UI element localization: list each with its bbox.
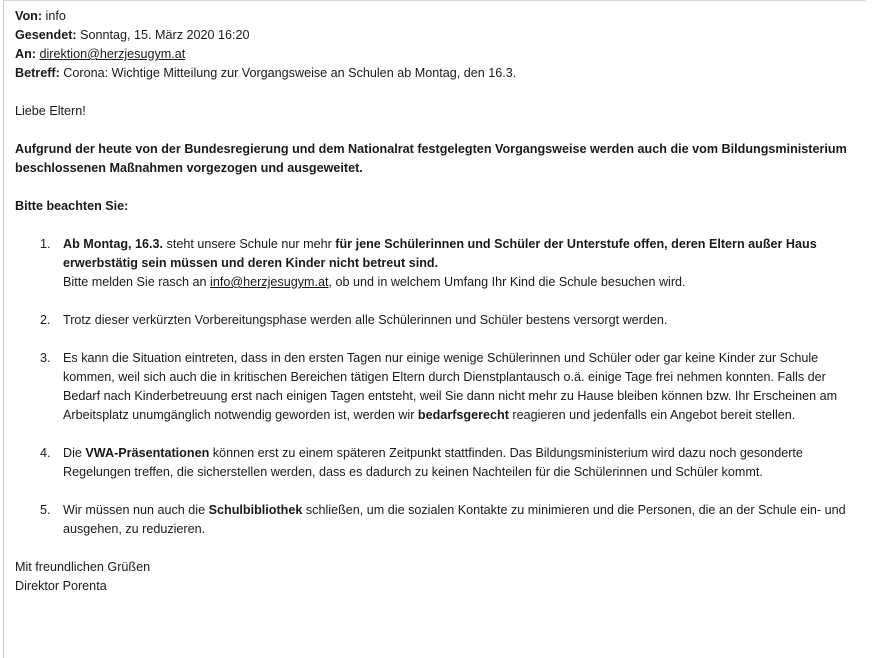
item-4-bold: VWA-Präsentationen <box>85 446 210 460</box>
subject-value: Corona: Wichtige Mitteilung zur Vorgangsweise an Schulen ab Montag, den 16.3. <box>63 66 517 80</box>
item-1-sub-post: , ob und in welchem Umfang Ihr Kind die Schule besuchen wird. <box>328 275 686 289</box>
subject-line <box>15 64 865 83</box>
item-5-text-end: schließen, um die sozialen Kontakte zu minimieren und die Personen, die an der Schule ein- und ausgehen, zu reduzieren. <box>63 503 846 536</box>
item-1-sub-pre: Bitte melden Sie rasch an <box>63 275 211 289</box>
to-label: An: <box>15 47 36 61</box>
item-4-text-end: können erst zu einem späteren Zeitpunkt stattfinden. Das Bildungsministerium wird dazu noch gesonderte Regelungen treffen, die sicherstellen werden, dass es dadurch zu keinen Nachteilen für die Schülerinnen und Schüler kommt. <box>63 446 803 479</box>
sent-line <box>15 26 865 45</box>
item-1-bold-date: Ab Montag, 16.3. <box>63 237 164 251</box>
window-left-border <box>3 0 4 658</box>
list-number: 4. <box>40 446 51 460</box>
item-3-bold: bedarfsgerecht <box>417 408 509 422</box>
from-label: Von: <box>15 9 43 23</box>
from-line <box>15 7 865 26</box>
item-1-bold-text: für jene Schülerinnen und Schüler der Unterstufe offen, deren Eltern außer Haus erwerbstätig sein müssen und deren Kinder nicht betreut sind. <box>63 237 817 270</box>
item-4-text: Die <box>63 446 86 460</box>
list-item-3 <box>15 349 865 425</box>
item-5-text: Wir müssen nun auch die <box>63 503 209 517</box>
list-number: 1. <box>40 237 51 251</box>
from-value: info <box>45 9 66 23</box>
item-1-text: steht unsere Schule nur mehr <box>163 237 336 251</box>
greeting: Liebe Eltern! <box>15 104 86 118</box>
window-top-border <box>3 0 865 1</box>
list-number: 3. <box>40 351 51 365</box>
subject-label: Betreff: <box>15 66 60 80</box>
item-2-text: Trotz dieser verkürzten Vorbereitungsphase werden alle Schülerinnen und Schüler bestens versorgt werden. <box>63 313 668 327</box>
sent-label: Gesendet: <box>15 28 77 42</box>
item-5-bold: Schulbibliothek <box>208 503 303 517</box>
sent-value: Sonntag, 15. März 2020 16:20 <box>80 28 250 42</box>
list-number: 2. <box>40 313 51 327</box>
email-message <box>15 7 865 596</box>
info-email-link[interactable]: info@herzjesugym.at <box>210 275 329 289</box>
item-3-text: Es kann die Situation eintreten, dass in den ersten Tagen nur einige wenige Schülerinnen und Schüler oder gar keine Kinder zur Schule kommen, weil sich auch die in kritischen Bereichen tätigen Eltern durch Dienstplantausch o.ä. einige Tage frei nehmen konnten. Falls der Bedarf nach Kinderbetreuung erst nach einigen Tagen entsteht, weil Sie dann nicht mehr zu Hause bleiben können bzw. Ihr Erscheinen am Arbeitsplatz unumgänglich notwendig geworden ist, werden wir <box>63 351 838 422</box>
notice-heading: Bitte beachten Sie: <box>15 199 129 213</box>
list-item-4 <box>15 444 865 482</box>
list-item-5 <box>15 501 865 539</box>
to-line <box>15 45 865 64</box>
list-item-2 <box>15 311 865 330</box>
closing: Mit freundlichen Grüßen <box>15 560 151 574</box>
notice-list <box>15 235 865 539</box>
list-number: 5. <box>40 503 51 517</box>
list-item-1 <box>15 235 865 292</box>
item-3-text-end: reagieren und jedenfalls ein Angebot bereit stellen. <box>508 408 796 422</box>
signature: Direktor Porenta <box>15 579 107 593</box>
to-email-link[interactable]: direktion@herzjesugym.at <box>39 47 186 61</box>
intro-paragraph: Aufgrund der heute von der Bundesregierung und dem Nationalrat festgelegten Vorgangsweise werden auch die vom Bildungsministerium beschlossenen Maßnahmen vorgezogen und ausgeweitet. <box>15 142 847 175</box>
